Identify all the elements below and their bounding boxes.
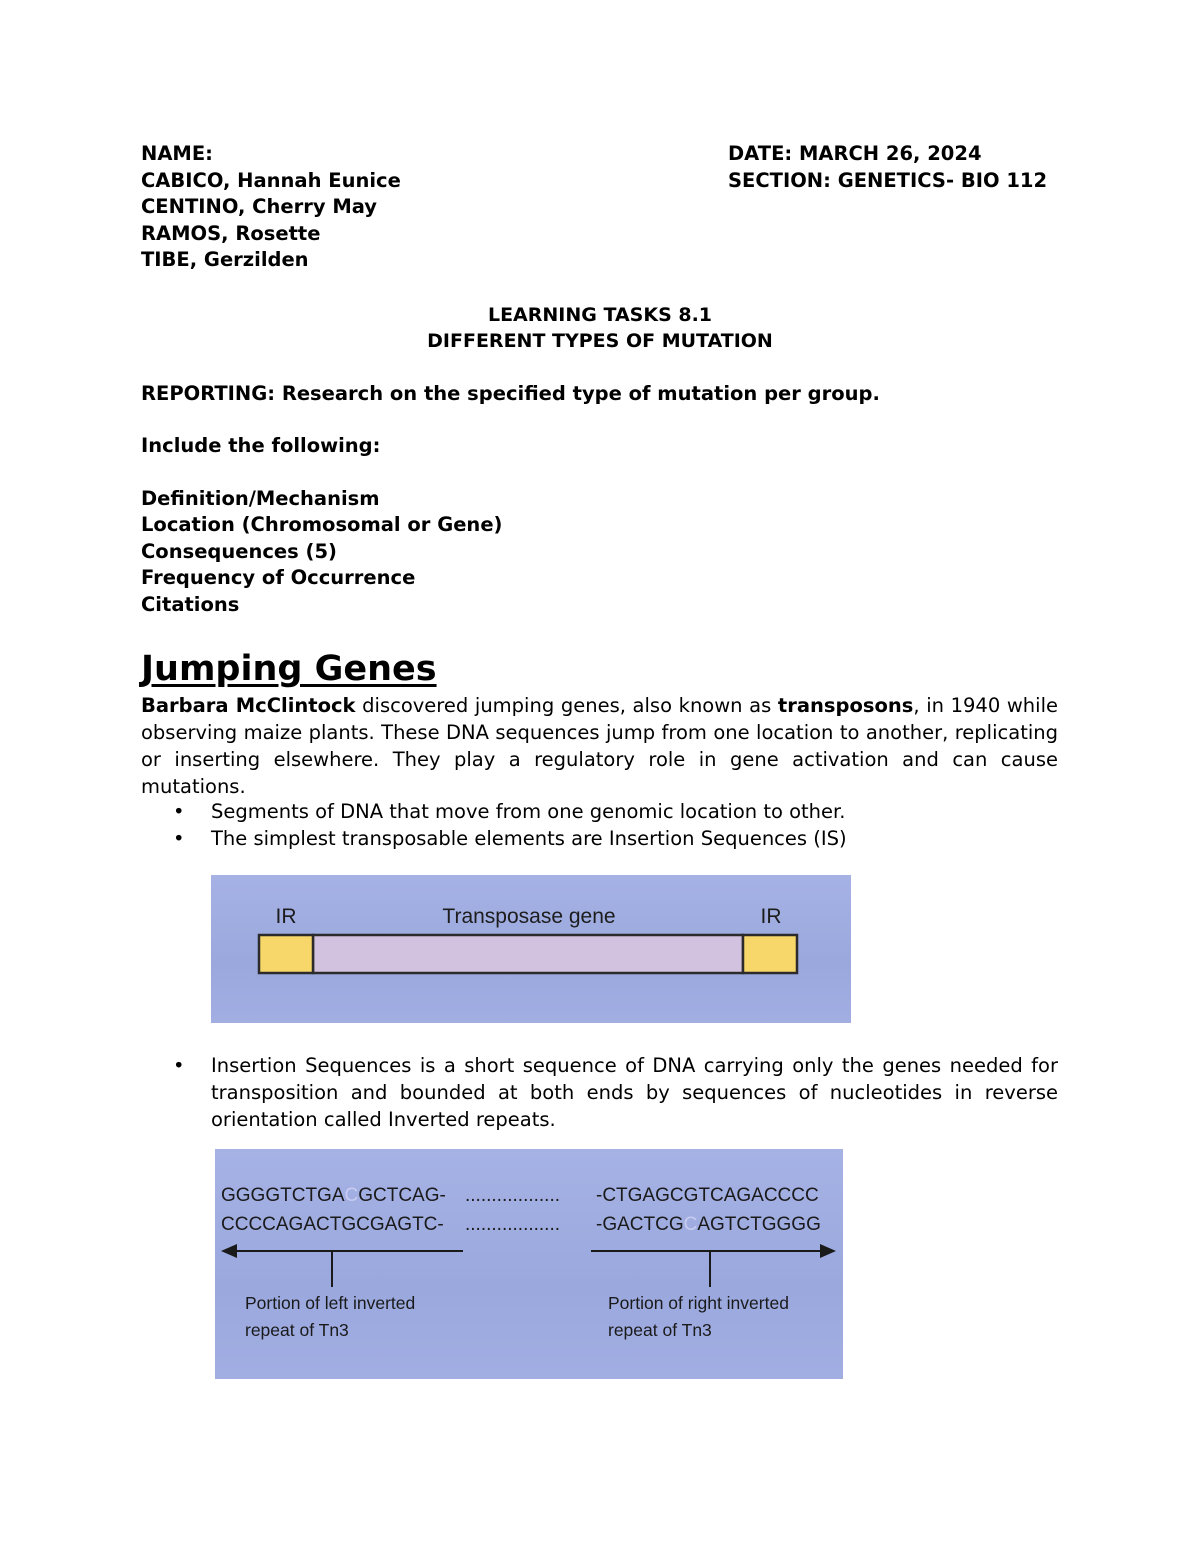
right-caption-line-2: repeat of Tn3 [608,1320,712,1340]
ir-right-label: IR [760,905,782,928]
document-title [0,302,1200,354]
list-item [141,1052,1058,1133]
requirements-list [141,486,502,618]
requirement-item: Frequency of Occurrence [141,566,416,590]
bullet-text: Segments of DNA that move from one genomic location to other. [211,800,846,823]
top-left-sequence: GGGGTCTGACGCTCAG- [221,1185,446,1206]
title-line-1: LEARNING TASKS 8.1 [487,304,713,326]
left-caption-line-1: Portion of left inverted [245,1293,416,1313]
date-section-block [728,141,1047,194]
ir-left-box [259,935,313,973]
intro-text-1: discovered jumping genes, also known as [355,694,778,717]
requirement-item: Citations [141,592,240,616]
transposase-gene-bar [313,935,743,973]
bottom-left-sequence: CCCCAGACTGCGAGTC- [221,1214,444,1235]
member-name: CENTINO, Cherry May [141,195,377,219]
list-item [141,798,1058,825]
intro-text-2: , in 1940 while observing maize plants. These DNA sequences jump from one location to another, replicating or inserting elsewhere. They play a regulatory role in gene activation and can cause mutations. [141,694,1058,798]
ir-left-label: IR [275,905,297,928]
requirement-item: Definition/Mechanism [141,487,380,510]
left-caption-line-2: repeat of Tn3 [245,1320,349,1340]
title-line-2: DIFFERENT TYPES OF MUTATION [427,330,773,352]
requirement-item: Consequences (5) [141,539,337,563]
list-item [141,825,1058,852]
bullet-icon: • [173,800,185,823]
reporting-instruction: REPORTING: Research on the specified type of mutation per group. [141,382,880,405]
bullet-text: Insertion Sequences is a short sequence of DNA carrying only the genes needed for transposition and bounded at both ends by sequences of nucleotides in reverse orientation called Inverted repeats. [211,1054,1058,1131]
transposons-term: transposons [777,694,914,717]
name-label: NAME: [141,142,213,165]
bullet-icon: • [173,827,185,850]
member-name: TIBE, Gerzilden [141,248,309,272]
bullet-list [141,798,1058,852]
bullet-icon: • [173,1054,185,1077]
bottom-right-sequence: -GACTCGCAGTCTGGGG [596,1214,821,1235]
inverted-repeat-figure [215,1149,843,1379]
scientist-name: Barbara McClintock [141,694,356,717]
include-label: Include the following: [141,434,381,457]
member-name: RAMOS, Rosette [141,221,321,245]
student-names-block [141,141,401,274]
bullet-list [141,1052,1058,1133]
bullet-text: The simplest transposable elements are Insertion Sequences (IS) [211,827,847,850]
left-arrow-head [221,1244,237,1258]
ir-right-box [743,935,797,973]
insertion-sequence-figure [211,875,851,1023]
bottom-dots: .................. [465,1214,561,1235]
top-dots: .................. [465,1185,561,1206]
transposase-label: Transposase gene [442,905,616,928]
right-caption-line-1: Portion of right inverted [608,1293,789,1313]
inverted-repeat-diagram [215,1149,843,1379]
member-name: CABICO, Hannah Eunice [141,168,401,192]
insertion-sequence-diagram [211,875,851,1023]
intro-paragraph [141,692,1058,800]
top-right-sequence: -CTGAGCGTCAGACCCC [596,1185,819,1206]
requirement-item: Location (Chromosomal or Gene) [141,513,503,537]
section-heading: Jumping Genes [141,649,437,689]
section-line: SECTION: GENETICS- BIO 112 [728,168,1048,192]
right-arrow-head [820,1244,836,1258]
date-line: DATE: MARCH 26, 2024 [728,142,982,165]
